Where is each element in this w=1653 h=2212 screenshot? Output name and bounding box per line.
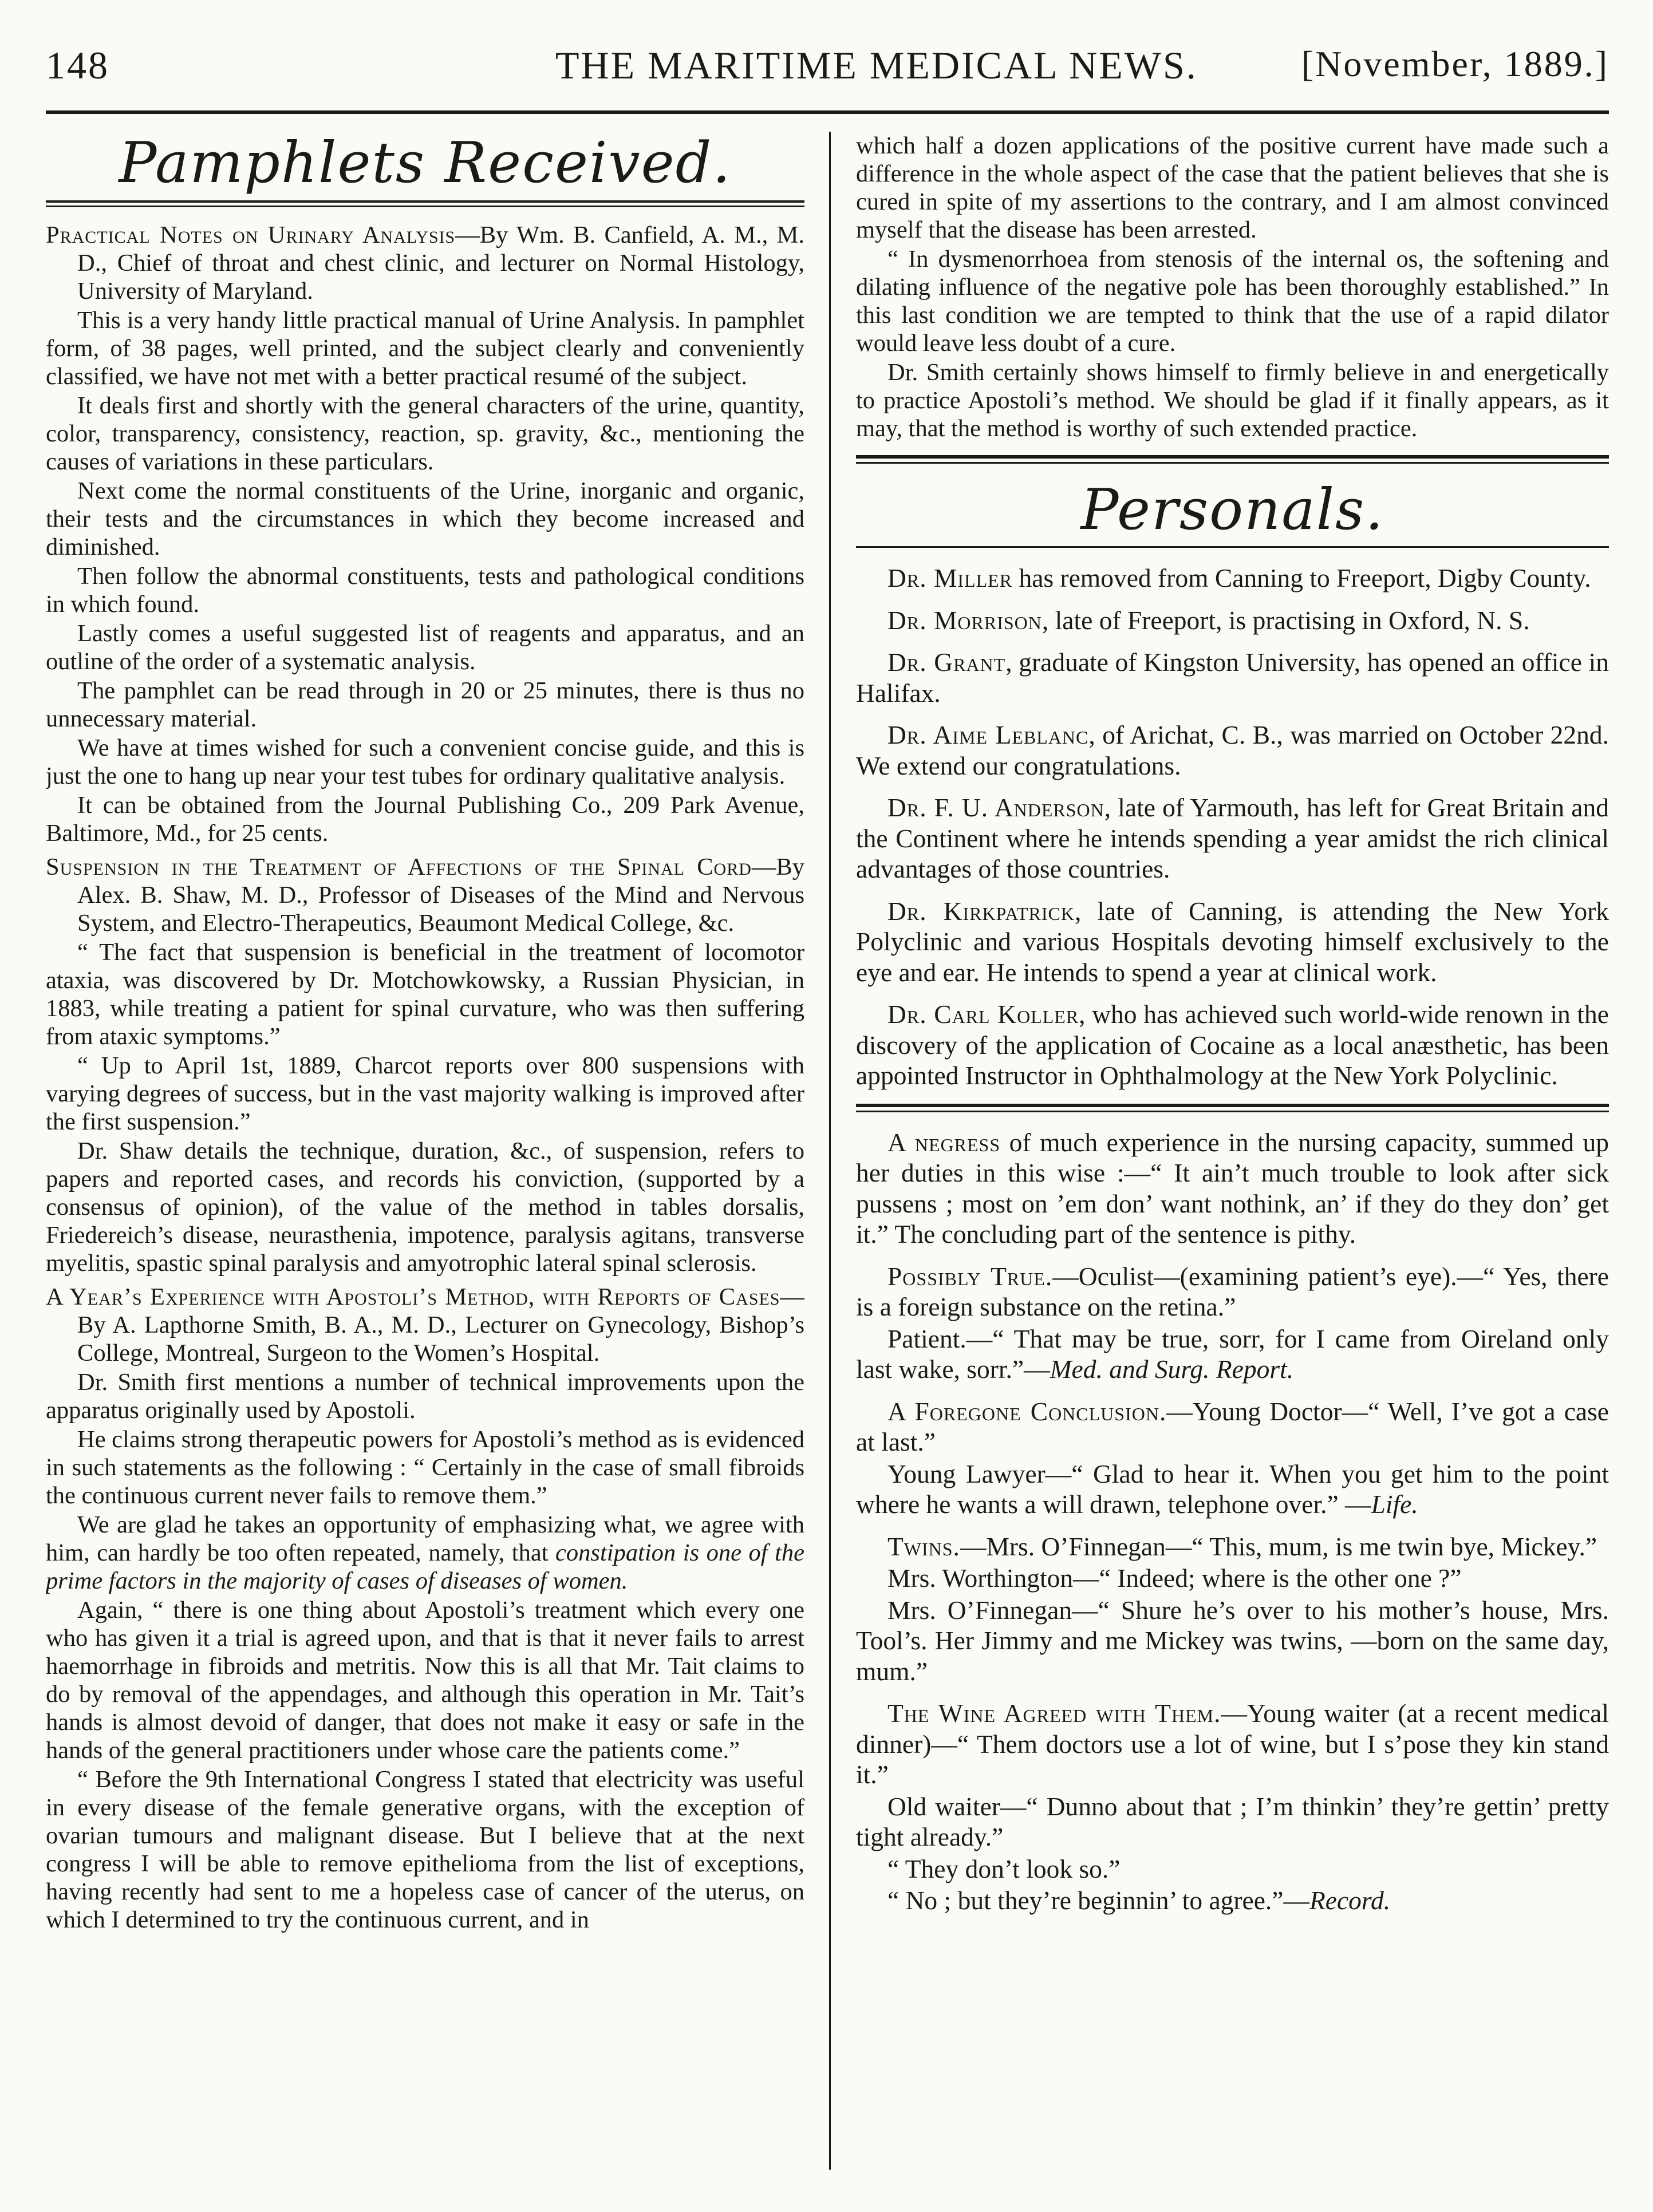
personal-text: , late of Freeport, is practising in Oxford, N. S. (1041, 605, 1530, 635)
personal-name: Dr. Carl Koller (887, 1000, 1079, 1029)
entry-heading (46, 853, 804, 937)
personal-item (856, 999, 1609, 1091)
anecdote-line (856, 1885, 1609, 1916)
paragraph-text: We are glad he takes an opportunity of emphasizing what, we agree with him, can hardly be too often repeated, namely, that (46, 1511, 804, 1566)
italic-emphasis: constipation is one of the prime factors in the majority of cases of diseases of women. (46, 1539, 804, 1594)
paragraph: Dr. Smith first mentions a number of technical improvements upon the apparatus originally used by Apostoli. (46, 1369, 804, 1424)
personal-name: Dr. Aime Leblanc (887, 720, 1089, 749)
personal-name: Dr. Grant (887, 647, 1006, 677)
anecdote-lead: A Foregone Conclusion. (887, 1396, 1167, 1426)
journal-page (46, 31, 1609, 2184)
entry-heading-author: —By Wm. B. Canfield, A. M., M. D., Chief of throat and chest clinic, and lecturer on Normal Histology, University of Maryland. (77, 222, 804, 305)
anecdote (856, 1698, 1609, 1790)
anecdote (856, 1127, 1609, 1250)
anecdote-text: Young Lawyer—“ Glad to hear it. When you get him to the point where he wants a will drawn, telephone over.” — (856, 1459, 1609, 1519)
paragraph: We have at times wished for such a convenient concise guide, and this is just the one to hang up near your test tubes for ordinary qualitative analysis. (46, 734, 804, 789)
anecdote (856, 1396, 1609, 1457)
entry-heading-title: Practical Notes on Urinary Analysis (46, 222, 456, 248)
header-rule (46, 110, 1609, 114)
paragraph: Lastly comes a useful suggested list of reagents and apparatus, and an outline of the order of a systematic analysis. (46, 620, 804, 675)
entry-heading-author: —By A. Lapthorne Smith, B. A., M. D., Lecturer on Gynecology, Bishop’s College, Montreal, Surgeon to the Women’s Hospital. (77, 1283, 804, 1366)
running-header (46, 31, 1609, 100)
paragraph: Dr. Smith certainly shows himself to firmly believe in and energetically to practice Apostoli’s method. We should be glad if it finally appears, as it may, that the method is worthy of such extended practice. (856, 359, 1609, 442)
paragraph: Next come the normal constituents of the Urine, inorganic and organic, their tests and the circumstances in which they become increased and diminished. (46, 477, 804, 560)
anecdote-lead: Twins. (887, 1531, 960, 1561)
source-credit: Record. (1309, 1886, 1391, 1915)
paragraph (46, 1511, 804, 1595)
paragraph: “ In dysmenorrhoea from stenosis of the internal os, the softening and dilating influence of the negative pole has been thoroughly established.” In this last condition we are tempted to think that the use of a rapid dilator would leave less doubt of a cure. (856, 246, 1609, 357)
anecdote (856, 1261, 1609, 1322)
entry-heading (46, 1283, 804, 1367)
paragraph: Dr. Shaw details the technique, duration, &c., of suspension, refers to papers and reported cases, and records his conviction, (supported by a consensus of opinion), of the value of the method in tables dorsalis, Friedereich’s disease, neurasthenia, impotence, paralysis agitans, transverse myelitis, spastic spinal paralysis and amyotrophic lateral spinal sclerosis. (46, 1137, 804, 1277)
anecdote-line (856, 1459, 1609, 1520)
left-column (46, 132, 804, 2170)
anecdote-line: Mrs. Worthington—“ Indeed; where is the other one ?” (887, 1563, 1462, 1593)
issue-date: [November, 1889.] (1301, 44, 1609, 84)
anecdote-line: “ They don’t look so.” (887, 1854, 1121, 1883)
section-title-personals: Personals. (1080, 477, 1384, 543)
personal-item (856, 896, 1609, 988)
anecdote-text: —Oculist—(examining patient’s eye).—“ Yes, there is a foreign substance on the retina.” (856, 1261, 1609, 1321)
anecdote-lead: A negress (887, 1127, 1001, 1157)
right-column (856, 132, 1609, 2170)
personal-item (856, 605, 1609, 636)
anecdote-lead: The Wine Agreed with Them. (887, 1698, 1221, 1728)
anecdote-line (856, 1324, 1609, 1385)
source-credit: Med. and Surg. Report. (1050, 1354, 1294, 1384)
column-divider (829, 132, 831, 2170)
paragraph: It can be obtained from the Journal Publishing Co., 209 Park Avenue, Baltimore, Md., for 25 cents. (46, 792, 804, 847)
section-rule (856, 455, 1609, 464)
personal-item (856, 563, 1609, 594)
entry-heading-title: A Year’s Experience with Apostoli’s Method, with Reports of Cases (46, 1283, 780, 1310)
personal-item (856, 792, 1609, 884)
personal-text: , late of Yarmouth, has left for Great Britain and the Continent where he intends spending a year amidst the rich clinical advantages of those countries. (856, 793, 1609, 883)
anecdote-text: —Mrs. O’Finnegan—“ This, mum, is me twin bye, Mickey.” (960, 1531, 1597, 1561)
personal-item (856, 647, 1609, 708)
paragraph: Again, “ there is one thing about Apostoli’s treatment which every one who has given it a trial is agreed upon, and that is that it never fails to arrest haemorrhage in fibroids and metritis. Now this is all that Mr. Tait claims to do by removal of the appendages, and although this operation in Mr. Tait’s hands is almost devoid of danger, that does not make it easy or safe in the hands of the general practitioners under whose care the patients come.” (46, 1597, 804, 1764)
anecdote-text: —Young Doctor—“ Well, I’ve got a case at last.” (856, 1396, 1609, 1456)
personal-text: , who has achieved such world-wide renown in the discovery of the application of Cocaine as a local anæsthetic, has been appointed Instructor in Ophthalmology at the New York Polyclinic. (856, 1000, 1609, 1090)
paragraph: He claims strong therapeutic powers for Apostoli’s method as is evidenced in such statements as the following : “ Certainly in the case of small fibroids the continuous current never fails to remove them.” (46, 1426, 804, 1509)
personal-text: , graduate of Kingston University, has opened an office in Halifax. (856, 647, 1609, 708)
personal-item (856, 720, 1609, 781)
anecdote-line: Mrs. O’Finnegan—“ Shure he’s over to his mother’s house, Mrs. Tool’s. Her Jimmy and me Mickey was twins, —born on the same day, mum.” (856, 1595, 1609, 1686)
anecdote-text: “ No ; but they’re beginnin’ to agree.”— (887, 1886, 1309, 1915)
page-number: 148 (46, 44, 109, 87)
personal-name: Dr. Miller (887, 563, 1013, 592)
paragraph: The pamphlet can be read through in 20 or 25 minutes, there is thus no unnecessary material. (46, 677, 804, 732)
personal-text: , late of Canning, is attending the New York Polyclinic and various Hospitals devoting himself exclusively to the eye and ear. He intends to spend a year at clinical work. (856, 896, 1609, 987)
personal-text: has removed from Canning to Freeport, Digby County. (1012, 563, 1591, 592)
section-title-pamphlets: Pamphlets Received. (119, 132, 732, 196)
anecdote-lead: Possibly True. (887, 1261, 1053, 1291)
personal-text: , of Arichat, C. B., was married on October 22nd. We extend our congratulations. (856, 720, 1609, 780)
paragraph: This is a very handy little practical manual of Urine Analysis. In pamphlet form, of 38 pages, well printed, and the subject clearly and conveniently classified, we have not met with a better practical resumé of the subject. (46, 307, 804, 390)
paragraph: “ The fact that suspension is beneficial in the treatment of locomotor ataxia, was discovered by Dr. Motchowkowsky, a Russian Physician, in 1883, while treating a patient for spinal curvature, who was then suffering from ataxic symptoms.” (46, 939, 804, 1050)
paragraph: “ Up to April 1st, 1889, Charcot reports over 800 suspensions with varying degrees of success, but in the vast majority walking is improved after the first suspension.” (46, 1052, 804, 1135)
paragraph: “ Before the 9th International Congress I stated that electricity was useful in every disease of the female generative organs, with the exception of ovarian tumours and malignant disease. But I believe that at the next congress I will be able to remove epithelioma from the list of exceptions, having recently had sent to me a hopeless case of cancer of the uterus, on which I determined to try the continuous current, and in (46, 1766, 804, 1933)
anecdote (856, 1531, 1609, 1562)
anecdote-text: —Young waiter (at a recent medical dinner)—“ Them doctors use a lot of wine, but I s’pose they kin stand it.” (856, 1698, 1609, 1789)
source-credit: Life. (1371, 1490, 1418, 1519)
section-rule (46, 200, 804, 207)
section-rule (856, 1104, 1609, 1112)
personal-name: Dr. Kirkpatrick (887, 896, 1075, 926)
personal-name: Dr. F. U. Anderson (887, 793, 1104, 822)
entry-heading-title: Suspension in the Treatment of Affections of the Spinal Cord (46, 854, 752, 880)
section-rule (856, 546, 1609, 548)
paragraph: It deals first and shortly with the general characters of the urine, quantity, color, transparency, consistency, reaction, sp. gravity, &c., mentioning the causes of variations in these particulars. (46, 392, 804, 475)
paragraph: which half a dozen applications of the positive current have made such a difference in the whole aspect of the case that the patient believes that she is cured in spite of my assertions to the contrary, and I am almost convinced myself that the disease has been arrested. (856, 132, 1609, 243)
paragraph: Then follow the abnormal constituents, tests and pathological conditions in which found. (46, 563, 804, 618)
personal-name: Dr. Morrison (887, 605, 1042, 635)
journal-title: THE MARITIME MEDICAL NEWS. (555, 44, 1198, 87)
entry-heading (46, 221, 804, 305)
anecdote-line: Old waiter—“ Dunno about that ; I’m thinkin’ they’re gettin’ pretty tight already.” (856, 1791, 1609, 1851)
entry-heading-author: —By Alex. B. Shaw, M. D., Professor of Diseases of the Mind and Nervous System, and Electro-Therapeutics, Beaumont Medical College, &c. (77, 854, 804, 937)
anecdote-text: Patient.—“ That may be true, sorr, for I came from Oireland only last wake, sorr.”— (856, 1324, 1609, 1384)
anecdote-text: of much experience in the nursing capacity, summed up her duties in this wise :—“ It ain’t much trouble to look after sick pussens ; most on ’em don’ want nothink, an’ if they do they don’ get it.” The concluding part of the sentence is pithy. (856, 1127, 1609, 1249)
